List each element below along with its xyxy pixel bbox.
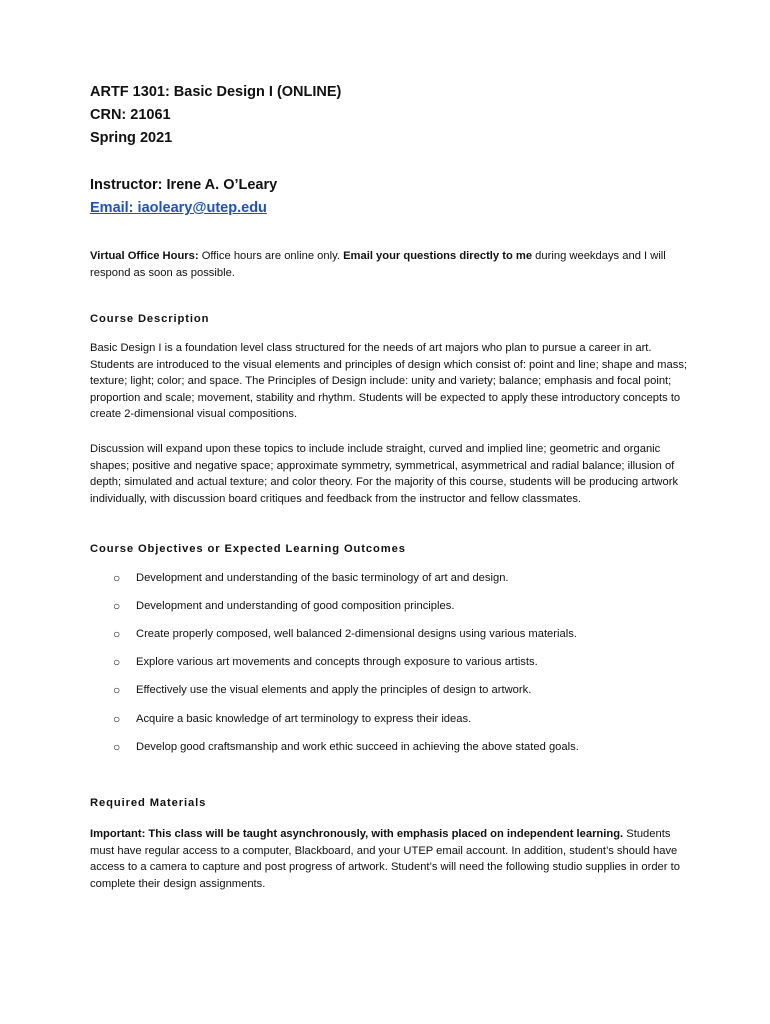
objective-text: Acquire a basic knowledge of art terminology to express their ideas. xyxy=(136,713,472,725)
course-description-paragraph-2: Discussion will expand upon these topics to include include straight, curved and implied line; geometric and organic shapes; positive and negative space; approximate symmetry, symmetrical, asymmetrical and radial balance; illusion of depth; simulated and actual texture; and color theory. For the majority of this course, students will be producing artwork individually, with discussion board critiques and feedback from the instructor and fellow classmates. xyxy=(90,443,679,505)
course-description-paragraph-1: Basic Design I is a foundation level class structured for the needs of art majors who plan to pursue a career in art. Students are introduced to the visual elements and principles of design which consist of: point and line; shape and mass; texture; light; color; and space. The Principles of Design include: unity and variety; balance; emphasis and focal point; proportion and scale; movement, stability and rhythm. Students will be expected to apply these introductory concepts to create 2-dimensional visual compositions. xyxy=(90,342,688,421)
objective-text: Development and understanding of good composition principles. xyxy=(136,600,455,612)
instructor: Instructor: Irene A. O’Leary xyxy=(90,177,278,193)
term: Spring 2021 xyxy=(90,130,173,146)
crn: CRN: 21061 xyxy=(90,107,171,123)
materials-important-note: Important: This class will be taught asynchronously, with emphasis placed on independent learning. xyxy=(90,828,624,840)
bullet-circle-icon: ○ xyxy=(113,655,121,669)
bullet-circle-icon: ○ xyxy=(113,683,121,697)
office-hours-emphasis: Email your questions directly to me xyxy=(343,250,533,262)
objective-text: Explore various art movements and concepts through exposure to various artists. xyxy=(136,656,538,668)
objective-text: Development and understanding of the basic terminology of art and design. xyxy=(136,572,509,584)
objective-text: Effectively use the visual elements and apply the principles of design to artwork. xyxy=(136,684,532,696)
office-hours xyxy=(90,248,688,281)
objective-text: Develop good craftsmanship and work ethic succeed in achieving the above stated goals. xyxy=(136,741,579,753)
required-materials-paragraph xyxy=(90,826,688,892)
required-materials-heading: Required Materials xyxy=(90,797,207,809)
instructor-email-link[interactable]: Email: iaoleary@utep.edu xyxy=(90,200,267,216)
course-title: ARTF 1301: Basic Design I (ONLINE) xyxy=(90,84,342,100)
objectives-heading: Course Objectives or Expected Learning Outcomes xyxy=(90,543,406,555)
course-description-heading: Course Description xyxy=(90,313,210,325)
materials-text: Students must have regular access to a computer, Blackboard, and your UTEP email account. In addition, student’s should have access to a camera to capture and post progress of artwork. Student’s will need the following studio supplies in order to complete their design assignments. xyxy=(90,828,680,890)
bullet-circle-icon: ○ xyxy=(113,740,121,754)
office-hours-text-1: Office hours are online only. xyxy=(198,250,344,262)
bullet-circle-icon: ○ xyxy=(113,571,121,585)
bullet-circle-icon: ○ xyxy=(113,599,121,613)
office-hours-text-2: during weekdays and I will respond as soon as possible. xyxy=(90,250,666,279)
office-hours-label: Virtual Office Hours: xyxy=(90,250,199,262)
objective-text: Create properly composed, well balanced 2-dimensional designs using various materials. xyxy=(136,628,577,640)
bullet-circle-icon: ○ xyxy=(113,712,121,726)
bullet-circle-icon: ○ xyxy=(113,627,121,641)
